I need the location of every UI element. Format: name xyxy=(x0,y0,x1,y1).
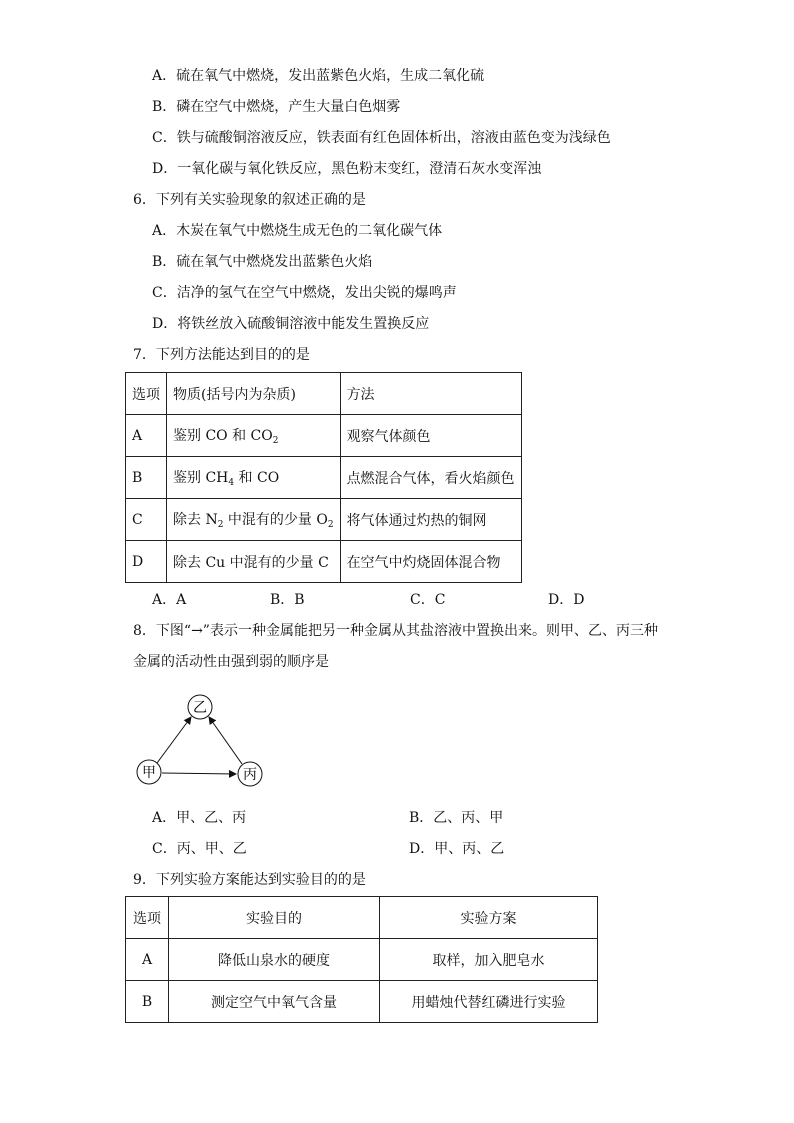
q5-option-a: A．硫在氧气中燃烧，发出蓝紫色火焰，生成二氧化硫 xyxy=(152,68,485,84)
q9-row-b-option: B xyxy=(126,981,169,1023)
node-left-label: 甲 xyxy=(142,765,156,781)
q7-option-d: D．D xyxy=(548,592,585,608)
q8-option-c: C．丙、甲、乙 xyxy=(152,841,247,857)
q9-row-b-plan: 用蜡烛代替红磷进行实验 xyxy=(380,981,598,1023)
subscript: 2 xyxy=(327,520,334,530)
text: 鉴别 CO 和 CO xyxy=(173,428,273,444)
q7-option-c: C．C xyxy=(410,592,446,608)
text: 鉴别 CH xyxy=(173,470,229,486)
q7-header-option: 选项 xyxy=(126,373,167,415)
q7-row-c-substance xyxy=(167,499,341,541)
table-row xyxy=(126,541,522,583)
table-row xyxy=(126,499,522,541)
q8-stem-line1: 8．下图“→”表示一种金属能把另一种金属从其盐溶液中置换出来。则甲、乙、丙三种 xyxy=(133,623,658,639)
q9-row-a-plan: 取样，加入肥皂水 xyxy=(380,939,598,981)
q7-row-b-method: 点燃混合气体，看火焰颜色 xyxy=(340,457,521,499)
q8-option-b: B．乙、丙、甲 xyxy=(409,810,504,826)
q7-row-c-option: C xyxy=(126,499,167,541)
q6-option-c: C．洁净的氢气在空气中燃烧，发出尖锐的爆鸣声 xyxy=(152,285,457,301)
q6-option-b: B．硫在氧气中燃烧发出蓝紫色火焰 xyxy=(152,254,373,270)
q7-option-b: B．B xyxy=(270,592,305,608)
q7-row-d-method: 在空气中灼烧固体混合物 xyxy=(340,541,521,583)
q9-header-row xyxy=(126,897,598,939)
text: 中混有的少量 O xyxy=(223,512,328,528)
table-row xyxy=(126,415,522,457)
q6-option-d: D．将铁丝放入硫酸铜溶液中能发生置换反应 xyxy=(152,316,430,332)
arrow-left-to-top xyxy=(157,717,191,763)
arrow-right-to-top xyxy=(209,717,242,764)
q7-row-b-option: B xyxy=(126,457,167,499)
table-row xyxy=(126,457,522,499)
text: 除去 N xyxy=(173,512,218,528)
q9-row-a-option: A xyxy=(126,939,169,981)
q8-option-d: D．甲、丙、乙 xyxy=(409,841,505,857)
q8-diagram xyxy=(130,690,270,790)
q6-option-a: A．木炭在氧气中燃烧生成无色的二氧化碳气体 xyxy=(152,223,443,239)
q9-header-plan: 实验方案 xyxy=(380,897,598,939)
q7-option-a: A．A xyxy=(152,592,187,608)
q5-option-b: B．磷在空气中燃烧，产生大量白色烟雾 xyxy=(152,99,401,115)
table-row xyxy=(126,981,598,1023)
q7-header-row xyxy=(126,373,522,415)
q9-stem: 9．下列实验方案能达到实验目的的是 xyxy=(133,872,366,888)
q9-header-option: 选项 xyxy=(126,897,169,939)
q5-option-c: C．铁与硫酸铜溶液反应，铁表面有红色固体析出，溶液由蓝色变为浅绿色 xyxy=(152,130,611,146)
text: 和 CO xyxy=(234,470,280,486)
q7-stem: 7．下列方法能达到目的的是 xyxy=(133,347,310,363)
q7-row-d-option: D xyxy=(126,541,167,583)
q7-row-a-option: A xyxy=(126,415,167,457)
q7-row-d-substance: 除去 Cu 中混有的少量 C xyxy=(167,541,341,583)
q7-header-method: 方法 xyxy=(340,373,521,415)
q8-option-a: A．甲、乙、丙 xyxy=(152,810,247,826)
table-row xyxy=(126,939,598,981)
q9-row-a-goal: 降低山泉水的硬度 xyxy=(169,939,380,981)
q7-table xyxy=(125,372,522,583)
q7-row-c-method: 将气体通过灼热的铜网 xyxy=(340,499,521,541)
node-right-label: 丙 xyxy=(243,767,257,783)
subscript: 4 xyxy=(228,478,235,488)
q9-row-b-goal: 测定空气中氧气含量 xyxy=(169,981,380,1023)
q9-header-goal: 实验目的 xyxy=(169,897,380,939)
q7-row-a-substance xyxy=(167,415,341,457)
arrow-left-to-right xyxy=(162,773,236,774)
q9-table xyxy=(125,896,598,1023)
q8-stem-line2: 金属的活动性由强到弱的顺序是 xyxy=(133,654,329,670)
q7-row-a-method: 观察气体颜色 xyxy=(340,415,521,457)
q7-row-b-substance xyxy=(167,457,341,499)
q6-stem: 6．下列有关实验现象的叙述正确的是 xyxy=(133,192,366,208)
node-top-label: 乙 xyxy=(193,700,207,716)
subscript: 2 xyxy=(217,520,224,530)
subscript: 2 xyxy=(272,436,279,446)
q7-header-substance: 物质(括号内为杂质) xyxy=(167,373,341,415)
q5-option-d: D．一氧化碳与氧化铁反应，黑色粉末变红，澄清石灰水变浑浊 xyxy=(152,161,542,177)
